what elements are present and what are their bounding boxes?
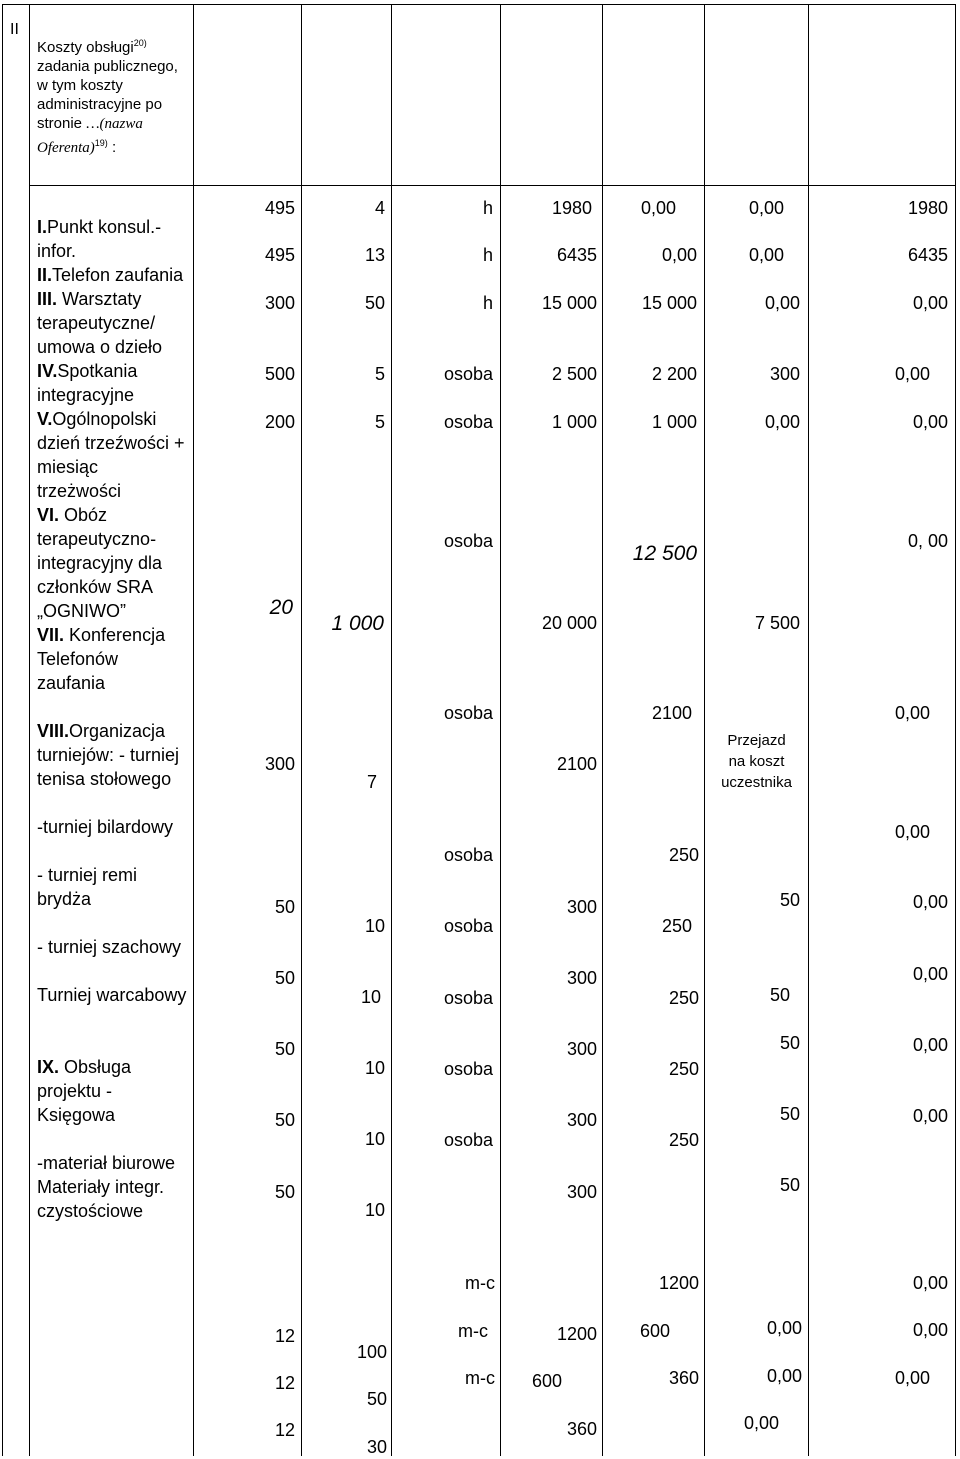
item-9: -turniej bilardowy xyxy=(37,817,174,837)
table-cell: 50 xyxy=(769,985,790,1005)
table-cell: 50 xyxy=(274,1182,295,1202)
table-cell: 1 000 xyxy=(331,612,384,635)
table-cell: 50 xyxy=(366,1389,387,1409)
table-cell: 0,00 xyxy=(764,412,800,432)
table-cell: 50 xyxy=(779,1033,800,1053)
item-14: -materiał biurowe Materiały integr. czystościowe xyxy=(37,1153,176,1221)
col-border xyxy=(500,4,501,1456)
table-cell: 12 500 xyxy=(632,542,697,565)
table-cell: h xyxy=(482,198,493,218)
col-border xyxy=(193,4,194,1456)
table-cell: osoba xyxy=(443,703,493,723)
section-number: II xyxy=(10,21,19,38)
table-cell: 1 000 xyxy=(651,412,697,432)
table-cell: 1980 xyxy=(907,198,948,218)
table-cell: 1200 xyxy=(658,1273,699,1293)
table-cell: h xyxy=(482,293,493,313)
table-cell: 50 xyxy=(274,897,295,917)
table-cell: 10 xyxy=(360,987,381,1007)
item-7: VII. Konferencja Telefonów zaufania xyxy=(37,625,166,693)
table-cell: 0,00 xyxy=(748,245,784,265)
row-border xyxy=(2,4,956,5)
table-cell: 1 000 xyxy=(551,412,597,432)
table-cell: 300 xyxy=(566,1182,597,1202)
table-cell: 495 xyxy=(264,245,295,265)
table-cell: osoba xyxy=(443,531,493,551)
table-cell: 250 xyxy=(668,1130,699,1150)
table-cell: 0,00 xyxy=(912,1106,948,1126)
table-cell: 0,00 xyxy=(640,198,676,218)
table-cell: osoba xyxy=(443,916,493,936)
table-cell: 300 xyxy=(769,364,800,384)
table-cell: 0,00 xyxy=(912,1035,948,1055)
table-cell: 15 000 xyxy=(541,293,597,313)
item-5: V.Ogólnopolski dzień trzeźwości + miesiąc trzeżwości xyxy=(37,409,185,501)
table-cell: 6435 xyxy=(556,245,597,265)
table-cell: 2100 xyxy=(556,754,597,774)
table-cell: 1980 xyxy=(551,198,592,218)
table-cell: 0,00 xyxy=(894,1368,930,1388)
col-border xyxy=(391,4,392,1456)
table-cell: osoba xyxy=(443,1059,493,1079)
table-cell: osoba xyxy=(443,988,493,1008)
table-cell: 360 xyxy=(668,1368,699,1388)
transport-note: Przejazd na koszt uczestnika xyxy=(721,732,792,791)
table-cell: 30 xyxy=(366,1437,387,1457)
table-cell: 0,00 xyxy=(764,293,800,313)
table-cell: 20 xyxy=(269,596,293,619)
table-cell: 0,00 xyxy=(743,1413,779,1433)
table-cell: 5 xyxy=(374,412,385,432)
table-cell: 250 xyxy=(668,845,699,865)
table-cell: 50 xyxy=(779,890,800,910)
table-cell: 250 xyxy=(661,916,692,936)
table-cell: 300 xyxy=(566,1039,597,1059)
table-cell: osoba xyxy=(443,1130,493,1150)
table-cell: 50 xyxy=(779,1104,800,1124)
table-cell: 50 xyxy=(779,1175,800,1195)
col-border xyxy=(808,4,809,1456)
table-cell: 20 000 xyxy=(541,613,597,633)
table-cell: osoba xyxy=(443,364,493,384)
table-cell: 300 xyxy=(264,754,295,774)
table-cell: 300 xyxy=(566,1110,597,1130)
col-border xyxy=(301,4,302,1456)
col-border xyxy=(2,4,3,1456)
cost-items-list xyxy=(37,215,187,1223)
table-cell: 0,00 xyxy=(766,1366,802,1386)
item-2: II.Telefon zaufania xyxy=(37,265,184,285)
table-cell: 50 xyxy=(274,968,295,988)
table-cell: 12 xyxy=(274,1420,295,1440)
table-cell: 0,00 xyxy=(912,293,948,313)
table-cell: 7 500 xyxy=(754,613,800,633)
table-cell: 0,00 xyxy=(894,822,930,842)
table-cell: h xyxy=(482,245,493,265)
item-3: III. Warsztaty terapeutyczne/ umowa o dzieło xyxy=(37,289,163,357)
table-cell: m-c xyxy=(465,1273,495,1293)
table-cell: 10 xyxy=(364,916,385,936)
table-cell: 10 xyxy=(364,1058,385,1078)
table-cell: 7 xyxy=(366,772,377,792)
table-cell: 360 xyxy=(566,1419,597,1439)
table-cell: 1200 xyxy=(556,1324,597,1344)
table-cell: m-c xyxy=(458,1321,488,1341)
table-cell: 0,00 xyxy=(912,1320,948,1340)
table-cell: 0,00 xyxy=(748,198,784,218)
item-11: - turniej szachowy xyxy=(37,937,182,957)
table-cell: 0,00 xyxy=(912,964,948,984)
table-cell: 6435 xyxy=(907,245,948,265)
table-cell: 12 xyxy=(274,1373,295,1393)
item-10: - turniej remi brydża xyxy=(37,865,138,909)
table-cell: 300 xyxy=(566,897,597,917)
table-cell: 300 xyxy=(264,293,295,313)
table-cell: 10 xyxy=(364,1200,385,1220)
table-cell: 2 500 xyxy=(551,364,597,384)
table-cell: 0, 00 xyxy=(907,531,948,551)
item-8: VIII.Organizacja turniejów: - turniej tenisa stołowego xyxy=(37,721,180,789)
table-cell: 5 xyxy=(374,364,385,384)
col-border xyxy=(29,4,30,1456)
table-cell: 250 xyxy=(668,1059,699,1079)
table-cell: 300 xyxy=(566,968,597,988)
table-cell: m-c xyxy=(465,1368,495,1388)
col-border xyxy=(955,4,956,1456)
table-cell: osoba xyxy=(443,412,493,432)
table-cell: 0,00 xyxy=(912,412,948,432)
row-border xyxy=(29,185,956,186)
table-cell: 250 xyxy=(668,988,699,1008)
table-cell: 50 xyxy=(274,1039,295,1059)
col-border xyxy=(602,4,603,1456)
table-cell: 4 xyxy=(374,198,385,218)
item-6: VI. Obóz terapeutyczno-integracyjny dla członków SRA „OGNIWO” xyxy=(37,505,163,621)
table-cell: osoba xyxy=(443,845,493,865)
item-13: IX. Obsługa projektu - Księgowa xyxy=(37,1057,132,1125)
table-cell: 13 xyxy=(364,245,385,265)
table-cell: 2 200 xyxy=(651,364,697,384)
item-1: I.Punkt konsul.- infor. xyxy=(37,217,162,261)
item-12: Turniej warcabowy xyxy=(37,985,187,1005)
table-cell: 12 xyxy=(274,1326,295,1346)
table-cell: 50 xyxy=(364,293,385,313)
table-cell: 15 000 xyxy=(641,293,697,313)
table-cell: 0,00 xyxy=(766,1318,802,1338)
table-cell: 0,00 xyxy=(894,364,930,384)
table-cell: 600 xyxy=(531,1371,562,1391)
table-cell: 2100 xyxy=(651,703,692,723)
table-cell: 50 xyxy=(274,1110,295,1130)
table-cell: 600 xyxy=(639,1321,670,1341)
table-cell: 10 xyxy=(364,1129,385,1149)
item-4: IV.Spotkania integracyjne xyxy=(37,361,138,405)
table-cell: 100 xyxy=(356,1342,387,1362)
table-cell: 0,00 xyxy=(894,703,930,723)
section-header: Koszty obsługi$^{20)}$ zadania publicznego, w tym koszty administracyjne po stronie …(nazwa Oferenta)$^{19)}$ : xyxy=(37,38,178,156)
table-cell: 0,00 xyxy=(912,1273,948,1293)
table-cell: 200 xyxy=(264,412,295,432)
table-cell: 500 xyxy=(264,364,295,384)
table-cell: 0,00 xyxy=(661,245,697,265)
table-cell: 495 xyxy=(264,198,295,218)
table-cell: 0,00 xyxy=(912,892,948,912)
